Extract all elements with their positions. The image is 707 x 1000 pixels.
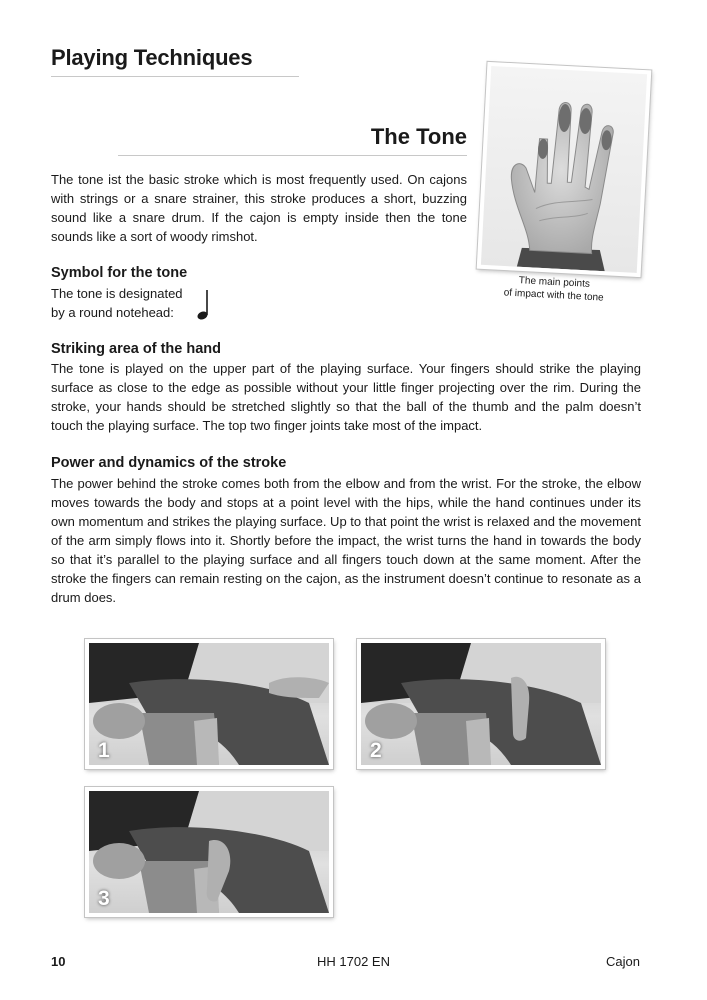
hand-photo: [477, 62, 652, 277]
power-paragraph: The power behind the stroke comes both from the elbow and from the wrist. For the stroke, the elbow moves towards the body and stops at a point level with the hips, while the hand continues under its own momentum and strikes the playing surface. Up to that point the wrist is relaxed and the movement of the arm simply flows into it. Shortly before the impact, the wrist turns the hand in towards the body so that it’s parallel to the playing surface and all fingers touch down at the same moment. After the stroke the fingers can remain resting on the cajon, as the instrument doesn’t continue to resonate as a drum does.: [51, 476, 641, 605]
stroke-photo-1-illustration: [89, 643, 329, 765]
open-hand-illustration: [481, 66, 647, 273]
stroke-photo-1: [85, 639, 333, 769]
topic-title: The Tone: [370, 124, 467, 149]
quarter-note-icon: [193, 288, 213, 322]
section-title: Playing Techniques: [51, 45, 253, 70]
book-title: Cajon: [606, 954, 640, 969]
page-number: 10: [51, 954, 66, 969]
photo-number-3: 3: [98, 887, 110, 910]
symbol-line-2: by a round notehead:: [51, 305, 174, 320]
stroke-photo-2: [357, 639, 605, 769]
striking-heading: Striking area of the hand: [51, 341, 221, 357]
caption-line-2: of impact with the tone: [503, 287, 604, 304]
striking-paragraph: The tone is played on the upper part of the playing surface. Your fingers should strike the playing surface as close to the edge as possible without your little finger projecting over the rim. During the stroke, your hands should be stretched slightly so that the ball of the thumb and the palm doesn’t touch the playing surface. The top two finger joints take most of the impact.: [51, 361, 641, 433]
caption-line-1: The main points: [518, 275, 591, 290]
stroke-photo-3: [85, 787, 333, 917]
hand-photo-caption: [488, 273, 619, 306]
intro-paragraph: The tone ist the basic stroke which is most frequently used. On cajons with strings or a snare strainer, this stroke produces a short, buzzing sound like a snare drum. If the cajon is empty inside then the tone sounds like a sort of woody rimshot.: [51, 172, 467, 244]
power-heading: Power and dynamics of the stroke: [51, 455, 287, 471]
photo-number-2: 2: [370, 739, 382, 762]
photo-number-1: 1: [98, 739, 110, 762]
publication-code: HH 1702 EN: [317, 954, 390, 969]
topic-title-rule: [118, 155, 467, 156]
symbol-heading: Symbol for the tone: [51, 265, 188, 281]
stroke-photo-3-illustration: [89, 791, 329, 913]
symbol-description: [51, 284, 201, 322]
section-title-rule: [51, 76, 299, 77]
symbol-line-1: The tone is designated: [51, 286, 183, 301]
stroke-photo-2-illustration: [361, 643, 601, 765]
